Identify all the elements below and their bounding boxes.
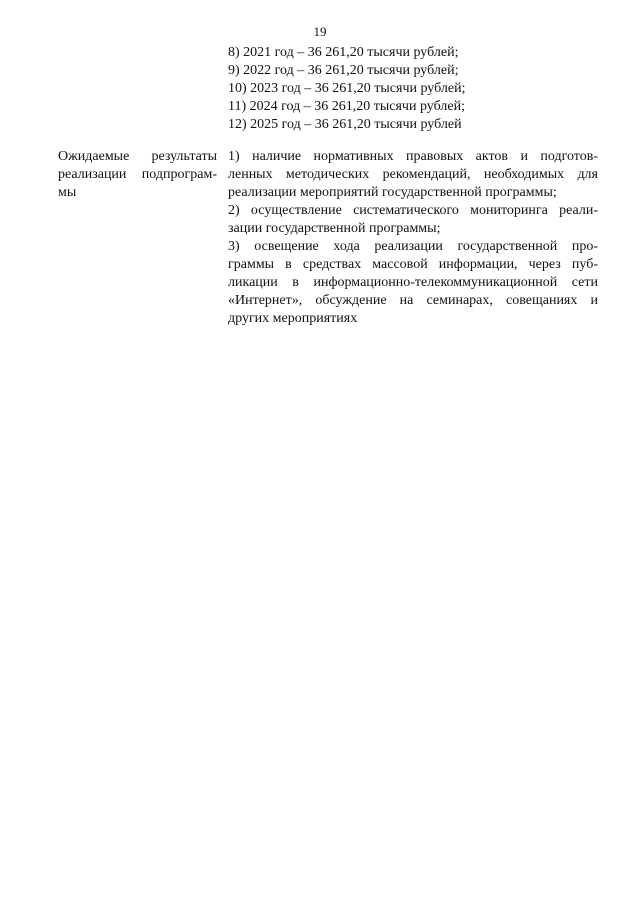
label-line: мы	[58, 185, 77, 200]
result-line: граммы в средствах массовой информации, через пуб-	[228, 257, 598, 272]
label-line: Ожидаемые результаты	[58, 149, 217, 164]
label-line: реализации подпрограм-	[58, 167, 217, 182]
page-number: 19	[313, 24, 327, 39]
funding-line: 12) 2025 год – 36 261,20 тысячи рублей	[228, 117, 462, 132]
result-line: реализации мероприятий государственной программы;	[228, 185, 557, 200]
expected-results-label	[58, 148, 217, 202]
expected-results-text	[228, 148, 598, 328]
funding-list	[228, 44, 598, 134]
result-line: ликации в информационно-телекоммуникационной сети	[228, 275, 598, 290]
result-line: «Интернет», обсуждение на семинарах, совещаниях и	[228, 293, 598, 308]
funding-line: 11) 2024 год – 36 261,20 тысячи рублей;	[228, 99, 465, 114]
result-line: ленных методических рекомендаций, необходимых для	[228, 167, 598, 182]
result-line: зации государственной программы;	[228, 221, 441, 236]
result-line: 1) наличие нормативных правовых актов и подготов-	[228, 149, 598, 164]
result-line: 2) осуществление систематического мониторинга реали-	[228, 203, 598, 218]
funding-line: 9) 2022 год – 36 261,20 тысячи рублей;	[228, 63, 459, 78]
result-line: других мероприятиях	[228, 311, 358, 326]
result-line: 3) освещение хода реализации государственной про-	[228, 239, 598, 254]
funding-line: 10) 2023 год – 36 261,20 тысячи рублей;	[228, 81, 466, 96]
funding-line: 8) 2021 год – 36 261,20 тысячи рублей;	[228, 45, 459, 60]
